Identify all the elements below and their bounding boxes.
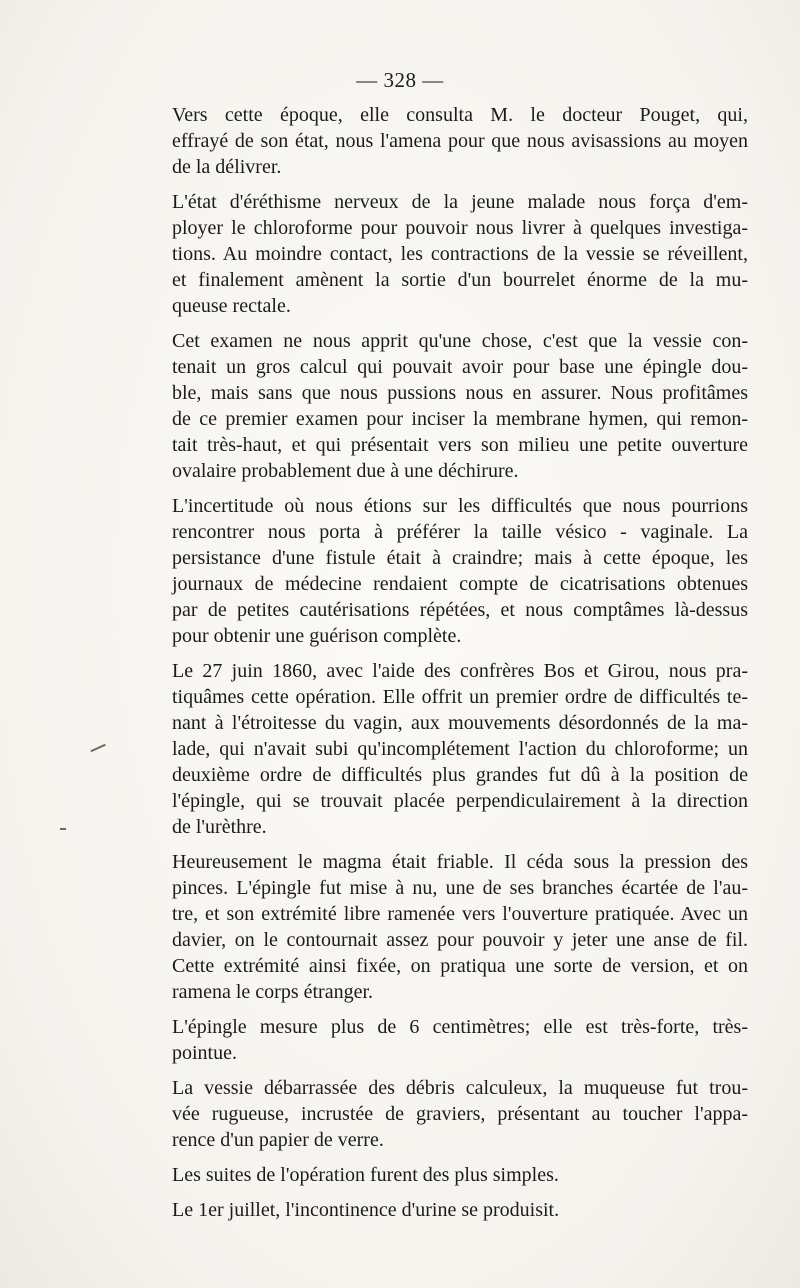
text-line: vée rugueuse, incrustée de graviers, présentant au toucher l'appa-: [172, 1103, 748, 1125]
paragraph: [172, 1014, 748, 1066]
text-line: tenait un gros calcul qui pouvait avoir pour base une épingle dou-: [172, 356, 748, 378]
text-line: pointue.: [172, 1042, 237, 1064]
text-line: queuse rectale.: [172, 295, 291, 317]
text-line: lade, qui n'avait subi qu'incomplétement l'action du chloroforme; un: [172, 738, 748, 760]
paragraph: [172, 328, 748, 484]
text-line: rencontrer nous porta à préférer la taille vésico - vaginale. La: [172, 521, 748, 543]
text-line: effrayé de son état, nous l'amena pour que nous avisassions au moyen: [172, 130, 748, 152]
text-line: pinces. L'épingle fut mise à nu, une de ses branches écartée de l'au-: [172, 877, 748, 899]
body-text: [172, 102, 748, 1232]
text-line: tre, et son extrémité libre ramenée vers l'ouverture pratiquée. Avec un: [172, 903, 748, 925]
paragraph: [172, 1075, 748, 1153]
page-number: — 328 —: [356, 68, 444, 92]
text-line: ovalaire probablement due à une déchirure.: [172, 460, 519, 482]
text-line: ramena le corps étranger.: [172, 981, 374, 1003]
text-line: L'état d'éréthisme nerveux de la jeune malade nous força d'em-: [172, 191, 748, 213]
text-line: de l'urèthre.: [172, 816, 267, 838]
margin-mark: [90, 744, 105, 752]
text-line: par de petites cautérisations répétées, et nous comptâmes là-dessus: [172, 599, 748, 621]
text-line: ployer le chloroforme pour pouvoir nous livrer à quelques investiga-: [172, 217, 748, 239]
text-line: Vers cette époque, elle consulta M. le docteur Pouget, qui,: [172, 104, 748, 126]
text-line: La vessie débarrassée des débris calculeux, la muqueuse fut trou-: [172, 1077, 748, 1099]
text-line: ble, mais sans que nous pussions nous en assurer. Nous profitâmes: [172, 382, 748, 404]
text-line: et finalement amènent la sortie d'un bourrelet énorme de la mu-: [172, 269, 748, 291]
text-line: rence d'un papier de verre.: [172, 1129, 384, 1151]
margin-mark: [60, 828, 66, 830]
paragraph: [172, 1162, 748, 1188]
text-line: Cet examen ne nous apprit qu'une chose, c'est que la vessie con-: [172, 330, 748, 352]
paragraph: [172, 102, 748, 180]
paragraph: [172, 1197, 748, 1223]
paragraph: [172, 189, 748, 319]
text-line: de la délivrer.: [172, 156, 282, 178]
text-line: persistance d'une fistule était à craindre; mais à cette époque, les: [172, 547, 748, 569]
text-line: Le 27 juin 1860, avec l'aide des confrères Bos et Girou, nous pra-: [172, 660, 748, 682]
text-line: tait très-haut, et qui présentait vers son milieu une petite ouverture: [172, 434, 748, 456]
text-line: L'incertitude où nous étions sur les difficultés que nous pourrions: [172, 495, 748, 517]
text-line: tions. Au moindre contact, les contractions de la vessie se réveillent,: [172, 243, 748, 265]
text-line: L'épingle mesure plus de 6 centimètres; elle est très-forte, très-: [172, 1016, 748, 1038]
paragraph: [172, 849, 748, 1005]
text-line: Le 1er juillet, l'incontinence d'urine se produisit.: [172, 1199, 560, 1221]
text-line: deuxième ordre de difficultés plus grandes fut dû à la position de: [172, 764, 748, 786]
text-line: Cette extrémité ainsi fixée, on pratiqua une sorte de version, et on: [172, 955, 748, 977]
paragraph: [172, 658, 748, 840]
text-line: tiquâmes cette opération. Elle offrit un premier ordre de difficultés te-: [172, 686, 748, 708]
paragraph: [172, 493, 748, 649]
text-line: de ce premier examen pour inciser la membrane hymen, qui remon-: [172, 408, 748, 430]
text-line: Heureusement le magma était friable. Il céda sous la pression des: [172, 851, 748, 873]
text-line: nant à l'étroitesse du vagin, aux mouvements désordonnés de la ma-: [172, 712, 748, 734]
text-line: davier, on le contournait assez pour pouvoir y jeter une anse de fil.: [172, 929, 748, 951]
text-line: l'épingle, qui se trouvait placée perpendiculairement à la direction: [172, 790, 748, 812]
text-line: journaux de médecine rendaient compte de cicatrisations obtenues: [172, 573, 748, 595]
text-line: pour obtenir une guérison complète.: [172, 625, 462, 647]
text-line: Les suites de l'opération furent des plus simples.: [172, 1164, 559, 1186]
